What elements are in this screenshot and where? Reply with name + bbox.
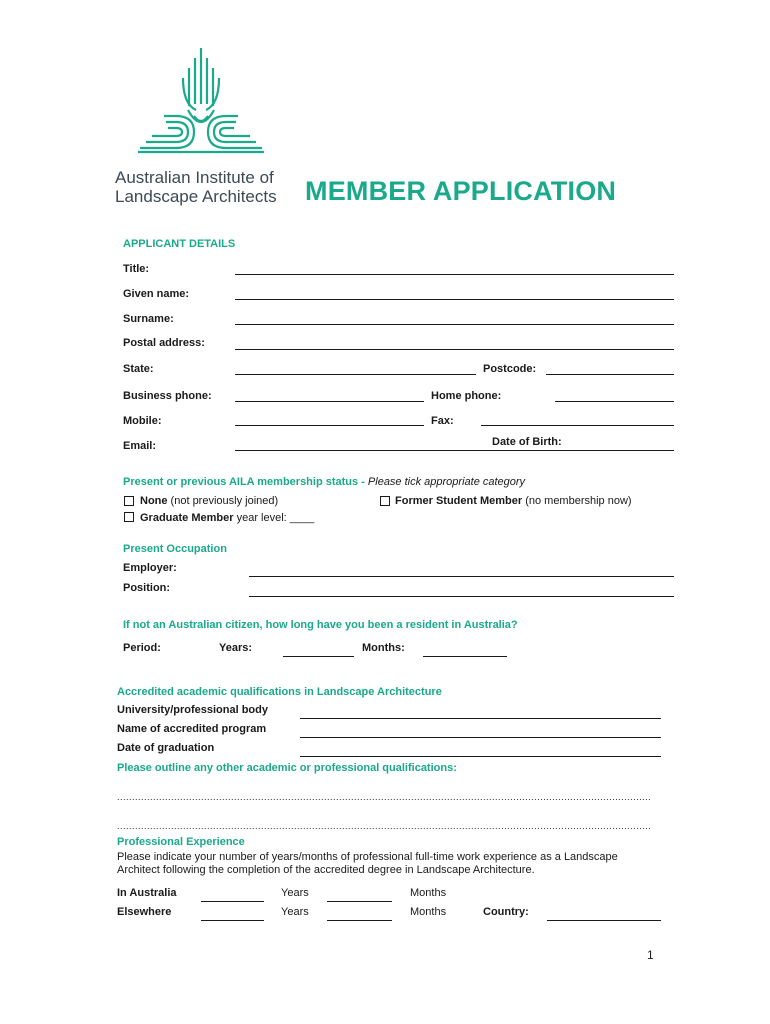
graduate-member-option-label xyxy=(140,512,314,524)
brand-name-line2: Landscape Architects xyxy=(115,187,277,206)
elsewhere-years-field[interactable] xyxy=(201,920,264,921)
none-option-label xyxy=(140,495,278,507)
aila-logo xyxy=(136,44,266,156)
aila-triangle-logo-icon xyxy=(136,44,266,156)
experience-heading: Professional Experience xyxy=(117,836,245,848)
given-name-field[interactable] xyxy=(235,299,674,300)
mobile-label: Mobile: xyxy=(123,415,162,427)
residency-months-label: Months: xyxy=(362,642,405,654)
fax-label: Fax: xyxy=(431,415,454,427)
applicant-heading: APPLICANT DETAILS xyxy=(123,238,236,250)
graduation-field[interactable] xyxy=(300,756,661,757)
state-label: State: xyxy=(123,363,154,375)
postcode-label: Postcode: xyxy=(483,363,537,375)
none-option-rest: (not previously joined) xyxy=(167,495,279,507)
membership-heading-note: Please tick appropriate category xyxy=(364,476,526,488)
employer-field[interactable] xyxy=(249,576,674,577)
university-label: University/professional body xyxy=(117,704,268,716)
surname-field[interactable] xyxy=(235,324,674,325)
country-label: Country: xyxy=(483,906,529,918)
email-label: Email: xyxy=(123,440,157,452)
graduation-label: Date of graduation xyxy=(117,742,215,754)
given-name-label: Given name: xyxy=(123,288,190,300)
university-field[interactable] xyxy=(300,718,661,719)
former-student-option-rest: (no membership now) xyxy=(522,495,632,507)
home-phone-field[interactable] xyxy=(555,401,674,402)
former-student-option-label xyxy=(395,495,632,507)
none-option-bold: None xyxy=(140,495,168,507)
postcode-field[interactable] xyxy=(546,374,674,375)
position-field[interactable] xyxy=(249,596,674,597)
date-of-birth-label: Date of Birth: xyxy=(492,436,562,448)
title-label: Title: xyxy=(123,263,150,275)
position-label: Position: xyxy=(123,582,171,594)
occupation-heading: Present Occupation xyxy=(123,543,227,555)
business-phone-label: Business phone: xyxy=(123,390,212,402)
title-field[interactable] xyxy=(235,274,674,275)
elsewhere-years-label: Years xyxy=(281,906,309,918)
residency-months-field[interactable] xyxy=(423,656,507,657)
none-checkbox[interactable] xyxy=(124,496,134,506)
brand-name-line1: Australian Institute of xyxy=(115,168,274,187)
other-qualifications-heading: Please outline any other academic or professional qualifications: xyxy=(117,762,457,774)
residency-years-label: Years: xyxy=(219,642,253,654)
home-phone-label: Home phone: xyxy=(431,390,502,402)
program-field[interactable] xyxy=(300,737,661,738)
business-phone-field[interactable] xyxy=(235,401,424,402)
email-field[interactable] xyxy=(235,450,674,451)
employer-label: Employer: xyxy=(123,562,177,574)
period-label: Period: xyxy=(123,642,161,654)
surname-label: Surname: xyxy=(123,313,174,325)
brand-name xyxy=(115,168,277,206)
qualifications-heading: Accredited academic qualifications in Landscape Architecture xyxy=(117,686,442,698)
page-title: MEMBER APPLICATION xyxy=(305,176,617,206)
elsewhere-months-field[interactable] xyxy=(327,920,392,921)
elsewhere-label: Elsewhere xyxy=(117,906,172,918)
page-number: 1 xyxy=(647,948,654,962)
residency-years-field[interactable] xyxy=(283,656,354,657)
former-student-option-bold: Former Student Member xyxy=(395,495,523,507)
graduate-member-checkbox[interactable] xyxy=(124,512,134,522)
postal-address-label: Postal address: xyxy=(123,337,205,349)
australia-years-field[interactable] xyxy=(201,901,264,902)
postal-address-field[interactable] xyxy=(235,349,674,350)
graduate-member-option-rest: year level: ____ xyxy=(233,512,315,524)
program-label: Name of accredited program xyxy=(117,723,267,735)
membership-heading xyxy=(123,476,525,488)
membership-heading-bold: Present or previous AILA membership status - xyxy=(123,476,365,488)
in-australia-label: In Australia xyxy=(117,887,177,899)
fax-field[interactable] xyxy=(481,425,674,426)
graduate-member-option-bold: Graduate Member xyxy=(140,512,234,524)
experience-intro-line2: Architect following the completion of the accredited degree in Landscape Architecture. xyxy=(117,864,535,876)
state-field[interactable] xyxy=(235,374,476,375)
australia-months-field[interactable] xyxy=(327,901,392,902)
former-student-checkbox[interactable] xyxy=(380,496,390,506)
other-qualifications-line-1[interactable]: .................................................................................................................................................................................. xyxy=(117,792,652,802)
australia-months-label: Months xyxy=(410,887,447,899)
australia-years-label: Years xyxy=(281,887,309,899)
other-qualifications-line-2[interactable]: .................................................................................................................................................................................. xyxy=(117,821,652,831)
country-field[interactable] xyxy=(547,920,661,921)
mobile-field[interactable] xyxy=(235,425,424,426)
elsewhere-months-label: Months xyxy=(410,906,447,918)
residency-question: If not an Australian citizen, how long have you been a resident in Australia? xyxy=(123,619,518,631)
experience-intro-line1: Please indicate your number of years/months of professional full-time work experience as a Landscape xyxy=(117,851,618,863)
